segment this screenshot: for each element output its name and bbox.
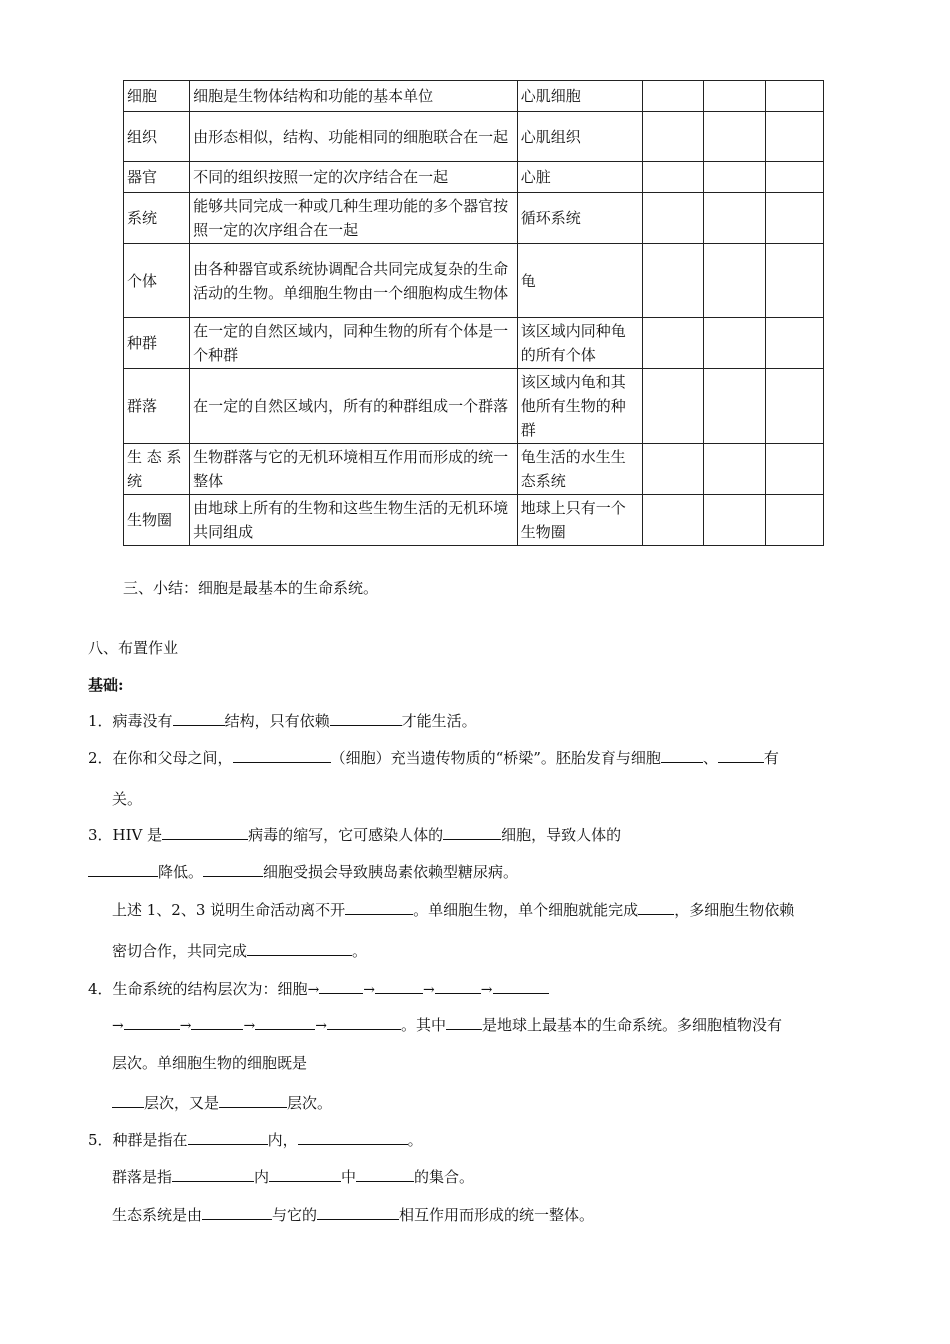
life-system-levels-table	[123, 80, 824, 546]
arrow-icon: →	[423, 982, 435, 998]
blank[interactable]	[124, 1012, 180, 1030]
question-5: 5．种群是指在 内， 。	[88, 1127, 423, 1151]
table-row	[124, 444, 824, 495]
example-cell: 循环系统	[517, 193, 642, 244]
blank[interactable]	[112, 1090, 144, 1108]
definition-cell: 能够共同完成一种或几种生理功能的多个器官按照一定的次序组合在一起	[190, 193, 518, 244]
blank[interactable]	[446, 1012, 482, 1030]
blank[interactable]	[298, 1127, 408, 1145]
blank[interactable]	[173, 708, 225, 726]
blank[interactable]	[638, 897, 674, 915]
definition-cell: 生物群落与它的无机环境相互作用而形成的统一整体	[190, 444, 518, 495]
table-row	[124, 369, 824, 444]
question-4: 4．生命系统的结构层次为：细胞→ → → →	[88, 976, 549, 1001]
blank[interactable]	[255, 1012, 315, 1030]
homework-title: 八、布置作业	[88, 639, 179, 657]
definition-cell: 不同的组织按照一定的次序结合在一起	[190, 162, 518, 193]
level-cell: 细胞	[124, 81, 190, 112]
level-cell: 系统	[124, 193, 190, 244]
example-cell: 龟	[517, 244, 642, 318]
level-cell: 个体	[124, 244, 190, 318]
question-1: 1．病毒没有 结构，只有依赖 才能生活。	[88, 708, 477, 732]
blank[interactable]	[356, 1164, 414, 1182]
definition-cell: 由各种器官或系统协调配合共同完成复杂的生命活动的生物。单细胞生物由一个细胞构成生物体	[190, 244, 518, 318]
empty-cell[interactable]	[766, 444, 824, 495]
blank[interactable]	[88, 859, 158, 877]
question-5-ecosystem: 生态系统是由 与它的 相互作用而形成的统一整体。	[112, 1202, 594, 1226]
arrow-icon: →	[315, 1018, 327, 1034]
table-row	[124, 162, 824, 193]
arrow-icon: →	[480, 982, 493, 998]
empty-cell[interactable]	[642, 495, 704, 546]
empty-cell[interactable]	[766, 495, 824, 546]
empty-cell[interactable]	[704, 162, 766, 193]
table-row	[124, 318, 824, 369]
empty-cell[interactable]	[766, 244, 824, 318]
empty-cell[interactable]	[704, 369, 766, 444]
example-cell: 龟生活的水生生态系统	[517, 444, 642, 495]
arrow-icon: →	[112, 1018, 124, 1034]
blank[interactable]	[162, 822, 248, 840]
empty-cell[interactable]	[766, 193, 824, 244]
example-cell: 心脏	[517, 162, 642, 193]
blank[interactable]	[327, 1012, 401, 1030]
definition-cell: 在一定的自然区域内，同种生物的所有个体是一个种群	[190, 318, 518, 369]
blank[interactable]	[375, 976, 423, 994]
blank[interactable]	[202, 1202, 272, 1220]
question-3-summary: 上述 1、2、3 说明生命活动离不开 。单细胞生物，单个细胞就能完成 ，多细胞生物依赖	[112, 897, 794, 921]
blank[interactable]	[443, 822, 501, 840]
example-cell: 心肌细胞	[517, 81, 642, 112]
basic-label: 基础:	[88, 676, 124, 694]
arrow-icon: →	[363, 982, 376, 998]
empty-cell[interactable]	[704, 193, 766, 244]
blank[interactable]	[345, 897, 413, 915]
empty-cell[interactable]	[766, 162, 824, 193]
empty-cell[interactable]	[704, 112, 766, 162]
question-3-cont: 降低。 细胞受损会导致胰岛素依赖型糖尿病。	[88, 859, 518, 883]
level-cell: 生 态 系统	[124, 444, 190, 495]
definition-cell: 由形态相似，结构、功能相同的细胞联合在一起	[190, 112, 518, 162]
empty-cell[interactable]	[766, 318, 824, 369]
blank[interactable]	[203, 859, 263, 877]
example-cell: 地球上只有一个生物圈	[517, 495, 642, 546]
level-cell: 器官	[124, 162, 190, 193]
blank[interactable]	[247, 938, 352, 956]
empty-cell[interactable]	[642, 369, 704, 444]
empty-cell[interactable]	[642, 112, 704, 162]
question-2-cont: 关。	[112, 790, 143, 808]
arrow-icon: →	[307, 982, 320, 998]
example-cell: 该区域内同种龟的所有个体	[517, 318, 642, 369]
empty-cell[interactable]	[766, 112, 824, 162]
empty-cell[interactable]	[704, 244, 766, 318]
summary-line: 三、小结：细胞是最基本的生命系统。	[123, 579, 379, 597]
question-3: 3．HIV 是 病毒的缩写，它可感染人体的 细胞，导致人体的	[88, 822, 621, 846]
blank[interactable]	[718, 745, 764, 763]
example-cell: 该区域内龟和其他所有生物的种群	[517, 369, 642, 444]
blank[interactable]	[661, 745, 703, 763]
blank[interactable]	[493, 976, 549, 994]
empty-cell[interactable]	[642, 81, 704, 112]
level-cell: 群落	[124, 369, 190, 444]
example-cell: 心肌组织	[517, 112, 642, 162]
level-cell: 种群	[124, 318, 190, 369]
empty-cell[interactable]	[642, 318, 704, 369]
blank[interactable]	[319, 976, 363, 994]
level-cell: 生物圈	[124, 495, 190, 546]
table-row	[124, 112, 824, 162]
blank[interactable]	[188, 1127, 268, 1145]
arrow-icon: →	[243, 1018, 256, 1034]
question-4-cont3: 层次，又是 层次。	[112, 1090, 332, 1114]
table-row	[124, 495, 824, 546]
definition-cell: 由地球上所有的生物和这些生物生活的无机环境共同组成	[190, 495, 518, 546]
definition-cell: 在一定的自然区域内，所有的种群组成一个群落	[190, 369, 518, 444]
table-row	[124, 81, 824, 112]
blank[interactable]	[435, 976, 481, 994]
question-3-summary-cont: 密切合作，共同完成 。	[112, 938, 367, 962]
question-4-cont2: 层次。单细胞生物的细胞既是	[112, 1054, 308, 1072]
blank[interactable]	[330, 708, 402, 726]
empty-cell[interactable]	[642, 444, 704, 495]
empty-cell[interactable]	[704, 81, 766, 112]
empty-cell[interactable]	[704, 318, 766, 369]
question-5-community: 群落是指 内 中 的集合。	[112, 1164, 474, 1188]
blank[interactable]	[172, 1164, 254, 1182]
empty-cell[interactable]	[766, 81, 824, 112]
question-2: 2．在你和父母之间， （细胞）充当遗传物质的“桥梁”。胚胎发育与细胞 、 有	[88, 745, 779, 769]
empty-cell[interactable]	[766, 369, 824, 444]
empty-cell[interactable]	[642, 162, 704, 193]
table-row	[124, 244, 824, 318]
table-row	[124, 193, 824, 244]
blank[interactable]	[269, 1164, 341, 1182]
empty-cell[interactable]	[642, 193, 704, 244]
blank[interactable]	[317, 1202, 399, 1220]
question-4-cont: → → → → 。其中 是地球上最基本的生命系统。多细胞植物没有	[112, 1012, 782, 1037]
blank[interactable]	[233, 745, 331, 763]
blank[interactable]	[191, 1012, 243, 1030]
level-cell: 组织	[124, 112, 190, 162]
definition-cell: 细胞是生物体结构和功能的基本单位	[190, 81, 518, 112]
blank[interactable]	[219, 1090, 287, 1108]
empty-cell[interactable]	[704, 444, 766, 495]
empty-cell[interactable]	[642, 244, 704, 318]
empty-cell[interactable]	[704, 495, 766, 546]
arrow-icon: →	[179, 1018, 192, 1034]
